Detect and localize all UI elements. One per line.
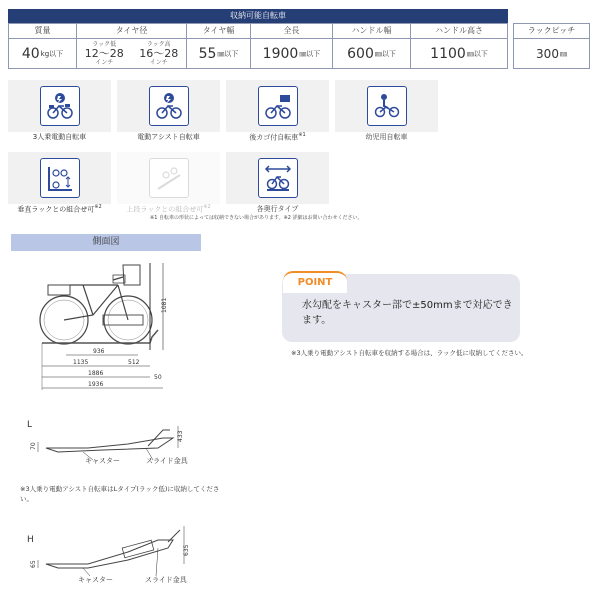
weight-value: 40 xyxy=(21,45,40,62)
tile-label: 後カゴ付自転車 xyxy=(249,133,299,142)
tile-vertical-rack: 垂直ラックとの組合せ可$^{※2}$ xyxy=(8,152,111,214)
spec-table-header: 収納可能自転車 xyxy=(8,9,508,23)
point-text: 水勾配をキャスター部で±50mmまで対応できます。 xyxy=(302,300,513,326)
l-caster-label: キャスター xyxy=(85,457,120,465)
rear-basket-icon xyxy=(48,285,70,295)
dim-1886: 1886 xyxy=(88,370,104,377)
depth-type-icon xyxy=(258,158,298,198)
tire-width-label: タイヤ幅 xyxy=(187,24,250,39)
tire-diameter-column xyxy=(77,24,187,68)
tile-three-seat xyxy=(8,80,111,142)
rack-high-cell: ラック高 16〜28 インチ xyxy=(139,41,179,66)
dim-65: 65 xyxy=(30,560,37,568)
l-type-label: L xyxy=(27,420,33,430)
note-three-seat: ※3人乗り電動アシスト自転車を収納する場合は、ラック低に収納してください。 xyxy=(291,349,528,357)
h-slide-label: スライド金具 xyxy=(145,576,187,584)
handle-height-value: 1100 xyxy=(430,45,466,62)
handle-width-value: 600 xyxy=(347,45,374,62)
rack-pitch-value: 300 xyxy=(536,47,559,61)
spec-table xyxy=(8,23,508,69)
rack-pitch-label: ラックピッチ xyxy=(514,24,589,39)
side-view-drawing xyxy=(28,255,178,405)
tile-label: 上段ラックとの組合せ可 xyxy=(126,205,204,214)
dim-936: 936 xyxy=(93,348,105,355)
length-value: 1900 xyxy=(262,45,299,62)
front-basket-icon xyxy=(123,265,140,285)
point-tab: POINT xyxy=(283,271,347,293)
dim-1135: 1135 xyxy=(73,359,89,366)
tire-diameter-label: タイヤ径 xyxy=(77,24,186,39)
tile-depth-type xyxy=(226,152,329,214)
tire-width-column: タイヤ幅 55 ㎜以下 xyxy=(187,24,251,68)
h-type-label: H xyxy=(27,535,34,545)
upper-rack-combination-icon xyxy=(149,158,189,198)
weight-column xyxy=(9,24,77,68)
tile-child-bicycle xyxy=(335,80,438,142)
three-seat-electric-bicycle-icon xyxy=(40,86,80,126)
tile-label: 垂直ラックとの組合せ可 xyxy=(17,205,95,214)
dim-635: 635 xyxy=(183,544,190,556)
length-label: 全長 xyxy=(251,24,332,39)
dim-512: 512 xyxy=(128,359,140,366)
rack-low-cell: ラック低 12〜28 インチ xyxy=(84,41,124,66)
weight-label: 質量 xyxy=(9,24,76,39)
handle-width-column: ハンドル幅 600 ㎜以下 xyxy=(333,24,411,68)
l-slide-label: スライド金具 xyxy=(146,457,188,465)
dim-433: 433 xyxy=(177,430,184,442)
electric-assist-bicycle-icon xyxy=(149,86,189,126)
dim-1936: 1936 xyxy=(88,381,104,388)
rear-basket-bicycle-icon xyxy=(258,86,298,126)
side-view-title: 側面図 xyxy=(11,234,201,251)
vertical-rack-combination-icon xyxy=(40,158,80,198)
rack-pitch-box: ラックピッチ 300 ㎜ xyxy=(513,23,590,69)
tile-label: 電動アシスト自転車 xyxy=(137,133,200,141)
handle-width-label: ハンドル幅 xyxy=(333,24,410,39)
dim-1081: 1081 xyxy=(161,297,168,313)
h-type-drawing xyxy=(28,522,198,582)
h-caster-label: キャスター xyxy=(78,576,113,584)
rack-high-value: 16〜28 xyxy=(139,47,179,60)
tile-footnote: ※1 自転車の形状によっては収納できない場合があります。※2 詳細はお問い合わせください。 xyxy=(150,215,363,221)
rack-low-value: 12〜28 xyxy=(84,47,124,60)
handle-height-column: ハンドル高さ 1100 ㎜以下 xyxy=(411,24,507,68)
child-bicycle-icon xyxy=(367,86,407,126)
handle-height-label: ハンドル高さ xyxy=(411,24,507,39)
tire-width-value: 55 xyxy=(198,45,217,62)
weight-unit: kg以下 xyxy=(40,49,64,58)
dim-70: 70 xyxy=(30,442,37,450)
tile-label: 各奥行タイプ xyxy=(256,205,299,213)
tile-upper-rack: 上段ラックとの組合せ可$^{※2}$ xyxy=(117,152,220,214)
tile-electric-assist xyxy=(117,80,220,142)
dim-50: 50 xyxy=(154,374,162,381)
tile-rear-basket: 後カゴ付自転車$^{※1}$ xyxy=(226,80,329,142)
tile-label: 幼児用自転車 xyxy=(365,133,408,141)
tile-label: 3人乗電動自転車 xyxy=(32,133,87,141)
note-l-type: ※3人乗り電動アシスト自転車はLタイプ(ラック低)に収納してください。 xyxy=(20,485,220,503)
length-column: 全長 1900 ㎜以下 xyxy=(251,24,333,68)
